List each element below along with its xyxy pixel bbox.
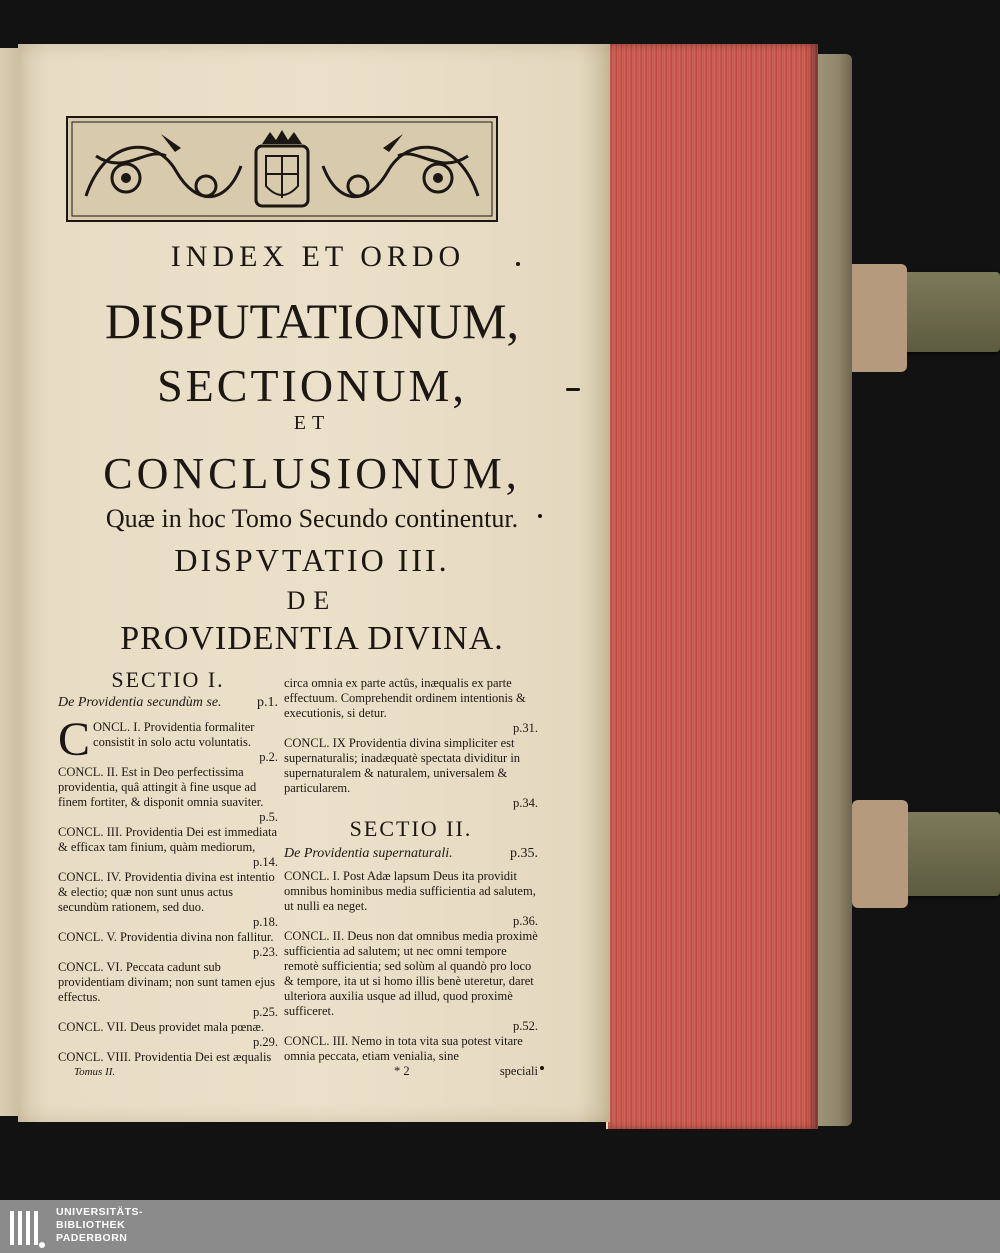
conclusion-entry: CONCL. VII. Deus providet mala pœnæ. — [58, 1020, 264, 1034]
headpiece-illustration — [66, 116, 498, 222]
section-1-page: p.1. — [257, 695, 278, 710]
section-1-title: SECTIO I. — [111, 667, 225, 692]
ink-spot — [516, 262, 520, 266]
conclusion-entry: CONCL. III. Nemo in tota vita sua potest vitare omnia peccata, etiam venialia, sine — [284, 1034, 523, 1063]
conclusion-page: p.36. — [513, 914, 538, 928]
right-column — [284, 676, 538, 1079]
section-1-subtitle-row — [58, 695, 278, 710]
section-2-title: SECTIO II. — [349, 816, 473, 841]
conclusion-entry: CONCL. II. Deus non dat omnibus media proximè sufficientia ad salutem; ut nec omni tempore remotè sufficientia; sed solùm al quandò pro loco & tempore, ita ut si homo illis benè uteretur, daret ulteriora auxilia usque ad illud, quod proximè sufficeret. — [284, 929, 538, 1018]
conclusion-page: p.25. — [253, 1005, 278, 1019]
title-line-index: INDEX ET ORDO — [170, 240, 466, 273]
conclusion-page: p.52. — [513, 1019, 538, 1033]
catchword: speciali — [499, 1064, 538, 1078]
title-line-disputationum: DISPUTATIONUM, — [104, 293, 520, 349]
conclusion-page: p.2. — [259, 750, 278, 764]
section-2-subtitle: De Providentia supernaturali. — [284, 846, 453, 861]
section-1-subtitle: De Providentia secundùm se. — [58, 695, 222, 710]
ink-spot — [566, 388, 580, 391]
conclusion-page: p.29. — [253, 1035, 278, 1049]
conclusion-page: p.34. — [513, 796, 538, 810]
title-line-disputatio: DISPVTATIO III. — [174, 542, 450, 578]
ink-spot — [540, 1066, 544, 1070]
conclusion-page: p.14. — [253, 855, 278, 869]
university-library-logo-icon — [6, 1205, 46, 1249]
title-line-conclusionum: CONCLUSIONUM, — [103, 449, 521, 498]
conclusion-entry: CONCL. VI. Peccata cadunt sub providentiam divinam; non sunt tamen ejus effectus. — [58, 960, 275, 1004]
signature-mark: * 2 — [394, 1064, 410, 1078]
conclusion-page: p.5. — [259, 810, 278, 824]
conclusion-page: p.23. — [253, 945, 278, 959]
conclusion-page: p.18. — [253, 915, 278, 929]
drop-cap: C — [58, 713, 91, 766]
title-line-et: ET — [293, 412, 331, 434]
conclusion-entry: CONCL. IV. Providentia divina est intentio & electio; quæ non sunt unus actus secundùm rationem, sed duo. — [58, 870, 275, 914]
conclusion-entry: CONCL. I. Providentia formaliter consistit in solo actu voluntatis. — [58, 713, 255, 766]
title-line-sectionum: SECTIONUM, — [157, 360, 467, 411]
conclusion-entry: CONCL. II. Est in Deo perfectissima providentia, quâ attingit à fine usque ad finem fortiter, & disponit omnia suaviter. — [58, 765, 264, 809]
conclusion-entry: CONCL. V. Providentia divina non fallitur. — [58, 930, 274, 944]
page-edges — [606, 44, 818, 1129]
library-footer-bar — [0, 1200, 1000, 1253]
library-logo-text: UNIVERSITÄTS- BIBLIOTHEK PADERBORN — [56, 1206, 144, 1244]
book-page — [18, 44, 610, 1122]
clasp-cork-top — [845, 264, 907, 372]
conclusion-entry: CONCL. VIII. Providentia Dei est æqualis — [58, 1050, 272, 1064]
section-2-page: p.35. — [510, 846, 538, 861]
conclusion-entry: CONCL. I. Post Adæ lapsum Deus ita providit omnibus hominibus media sufficientia ad salutem, ut nulli ea neget. — [284, 869, 536, 913]
section-2-subtitle-row — [284, 846, 538, 861]
ink-spot — [538, 514, 542, 518]
title-line-quae: Quæ in hoc Tomo Secundo continentur. — [105, 504, 519, 533]
clasp-cork-bottom — [852, 800, 908, 908]
continuation-page: p.31. — [513, 721, 538, 735]
woodcut-headpiece — [66, 116, 498, 222]
title-line-providentia: PROVIDENTIA DIVINA. — [120, 620, 504, 657]
conclusion-entry: CONCL. III. Providentia Dei est immediata & efficax tam finium, quàm mediorum, — [58, 825, 278, 854]
signature-mark: Tomus II. — [74, 1066, 116, 1078]
title-line-de: DE — [286, 586, 338, 615]
left-column — [58, 667, 278, 1080]
page-foot-row — [284, 1064, 538, 1079]
continuation-text: circa omnia ex parte actûs, inæqualis ex parte effectuum. Comprehendit ordinem intentionis & executionis, si detur. — [284, 676, 526, 720]
conclusion-entry: CONCL. IX Providentia divina simpliciter est supernaturalis; inadæquatè spectata dividitur in supernaturalem & naturalem, universalem & particularem. — [284, 736, 521, 795]
